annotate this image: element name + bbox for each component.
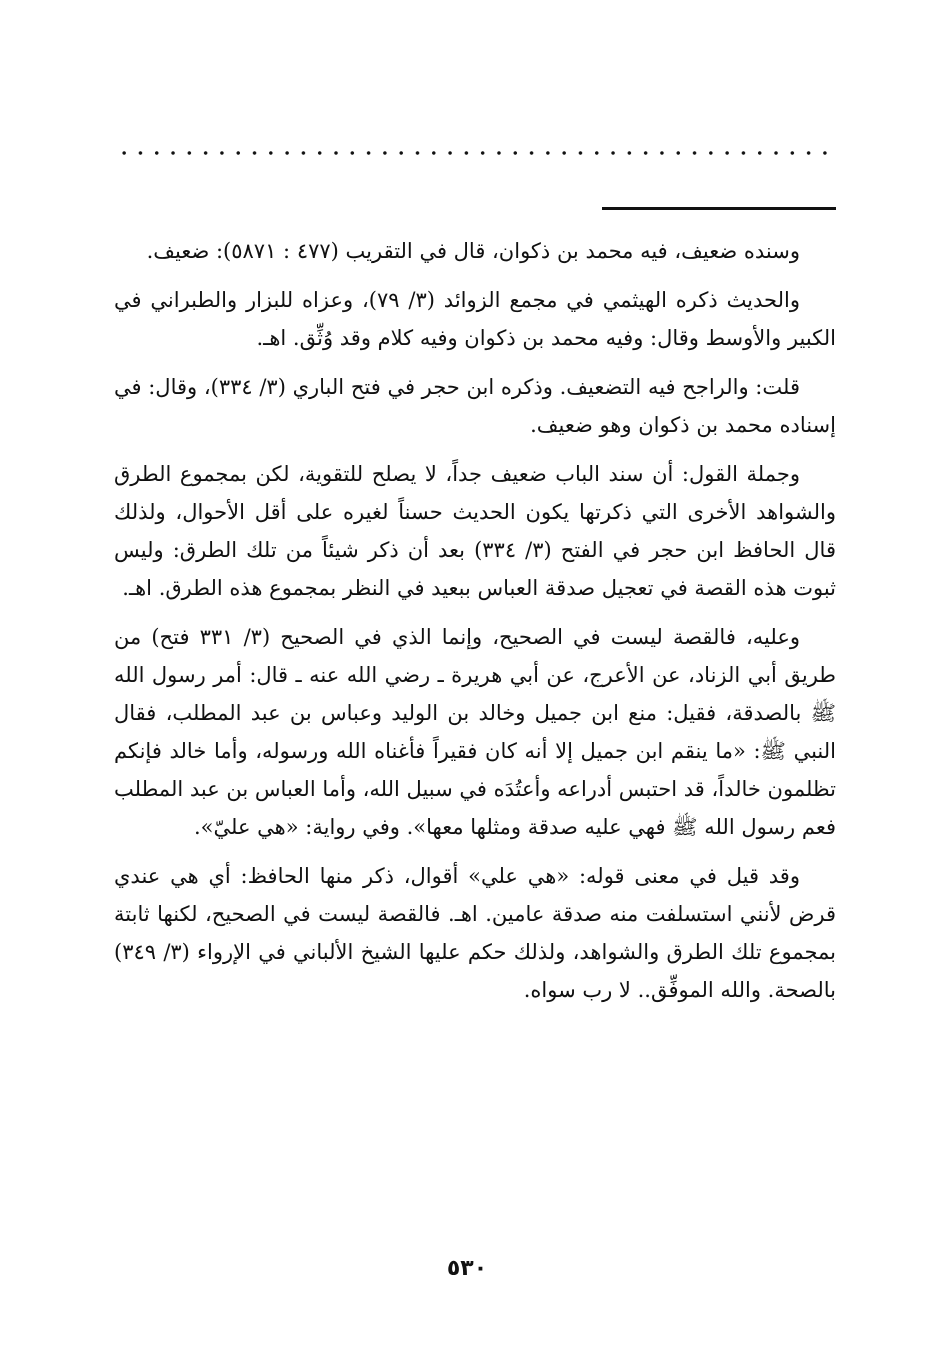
footnote-rule xyxy=(602,207,836,210)
footnote-text xyxy=(114,232,836,1020)
paragraph-summary: وجملة القول: أن سند الباب ضعيف جداً، لا يصلح للتقوية، لكن بمجموع الطرق والشواهد الأخرى التي ذكرتها يكون الحديث حسناً لغيره على أقل الأحوال، ولذلك قال الحافظ ابن حجر في الفتح (٣/ ٣٣٤) بعد أن ذكر شيئاً من تلك الطرق: وليس ثبوت هذه القصة في تعجيل صدقة العباس ببعيد في النظر بمجموع هذه الطرق. اهـ. xyxy=(114,462,836,600)
paragraph-ibn-hajar: قلت: والراجح فيه التضعيف. وذكره ابن حجر في فتح الباري (٣/ ٣٣٤)، وقال: في إسناده محمد بن ذكوان وهو ضعيف. xyxy=(114,375,836,437)
page-number: ٥٣٠ xyxy=(446,1256,488,1281)
dotted-separator xyxy=(116,150,836,156)
paragraph-haythami: والحديث ذكره الهيثمي في مجمع الزوائد (٣/ ٧٩)، وعزاه للبزار والطبراني في الكبير والأوسط وقال: وفيه محمد بن ذكوان وفيه كلام وقد وُثِّق. اهـ. xyxy=(114,288,836,350)
paragraph-isnad: وسنده ضعيف، فيه محمد بن ذكوان، قال في التقريب (٤٧٧ : ٥٨٧١): ضعيف. xyxy=(146,239,800,263)
paragraph-sahih: وعليه، فالقصة ليست في الصحيح، وإنما الذي في الصحيح (٣/ ٣٣١ فتح) من طريق أبي الزناد، عن الأعرج، عن أبي هريرة ـ رضي الله عنه ـ قال: أمر رسول الله ﷺ بالصدقة، فقيل: منع ابن جميل وخالد بن الوليد وعباس بن عبد المطلب، فقال النبي ﷺ: «ما ينقم ابن جميل إلا أنه كان فقيراً فأغناه الله ورسوله، وأما خالد فإنكم تظلمون خالداً، قد احتبس أدراعه وأعتُدَه في سبيل الله، وأما العباس بن عبد المطلب فعم رسول الله ﷺ فهي عليه صدقة ومثلها معها». وفي رواية: «هي عليّ». xyxy=(114,625,836,839)
paragraph-meaning: وقد قيل في معنى قوله: «هي علي» أقوال، ذكر منها الحافظ: أي هي عندي قرض لأنني استسلفت منه صدقة عامين. اهـ. فالقصة ليست في الصحيح، لكنها ثابتة بمجموع تلك الطرق والشواهد، ولذلك حكم عليها الشيخ الألباني في الإرواء (٣/ ٣٤٩) بالصحة. والله الموفِّق.. لا رب سواه. xyxy=(114,864,836,1002)
